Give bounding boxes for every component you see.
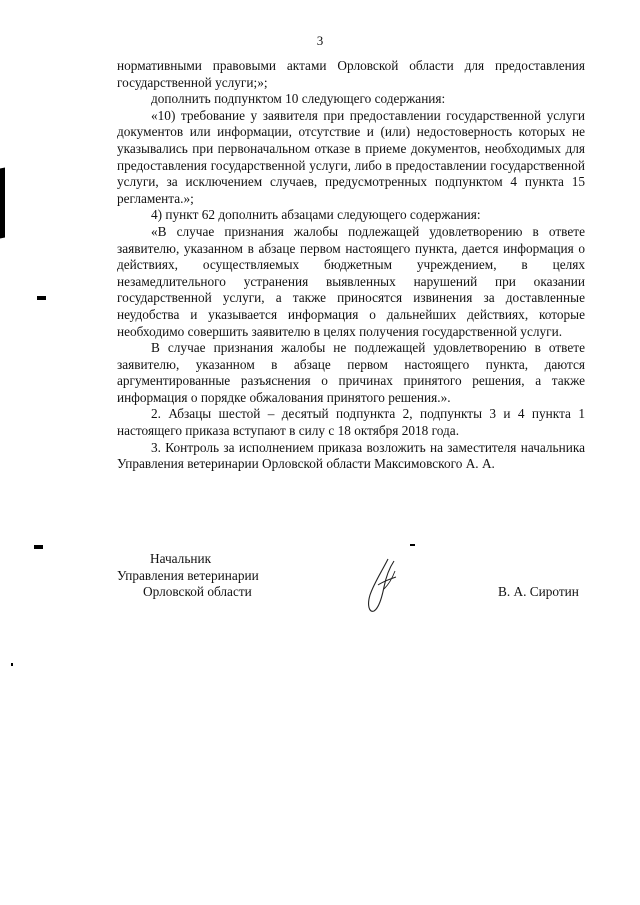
- signature-title-block: [117, 551, 259, 601]
- handwritten-signature: [360, 555, 410, 617]
- scan-artifact: [34, 545, 43, 549]
- paragraph: В случае признания жалобы не подлежащей удовлетворению в ответе заявителю, указанном в абзаце первом настоящего пункта, даются аргументированные разъяснения о причинах принятого решения, а также информация о порядке обжалования принятого решения.».: [117, 340, 585, 405]
- page-number: 3: [316, 33, 324, 48]
- paragraph: дополнить подпунктом 10 следующего содержания:: [151, 91, 446, 107]
- scan-artifact: [0, 168, 5, 239]
- paragraph: 4) пункт 62 дополнить абзацами следующего содержания:: [151, 207, 481, 223]
- paragraph: 3. Контроль за исполнением приказа возложить на заместителя начальника Управления ветеринарии Орловской области Максимовского А. А.: [117, 439, 585, 472]
- document-body: [117, 58, 585, 473]
- paragraph: нормативными правовыми актами Орловской области для предоставления государственной услуги;»;: [117, 58, 585, 90]
- paragraph: «10) требование у заявителя при предоставлении государственной услуги документов или информации, отсутствие и (или) недостоверность которых не указывались при первоначальном отказе в приеме документов, необходимых для предоставления государственной услуги, либо в предоставлении государственной услуги, за исключением случаев, предусмотренных подпунктом 4 пункта 15 регламента.»;: [117, 107, 585, 206]
- scan-artifact: [37, 296, 46, 300]
- signer-name: В. А. Сиротин: [498, 584, 579, 599]
- signer-title-line: Начальник: [150, 551, 212, 566]
- scan-artifact: [410, 544, 415, 546]
- signer-title-line: Управления ветеринарии: [117, 567, 259, 583]
- paragraph: «В случае признания жалобы подлежащей удовлетворению в ответе заявителю, указанном в абзаце первом настоящего пункта, дается информация о действиях, осуществляемых бюджетным учреждением, в целях незамедлительного устранения выявленных нарушений при оказании государственной услуги, а также приносятся извинения за доставленные неудобства и указывается информация о дальнейших действиях, которые необходимо совершить заявителю в целях получения государственной услуги.: [117, 223, 585, 339]
- paragraph: 2. Абзацы шестой – десятый подпункта 2, подпункты 3 и 4 пункта 1 настоящего приказа вступают в силу с 18 октября 2018 года.: [117, 406, 585, 439]
- scan-artifact: [11, 663, 13, 666]
- signer-title-line: Орловской области: [143, 584, 252, 600]
